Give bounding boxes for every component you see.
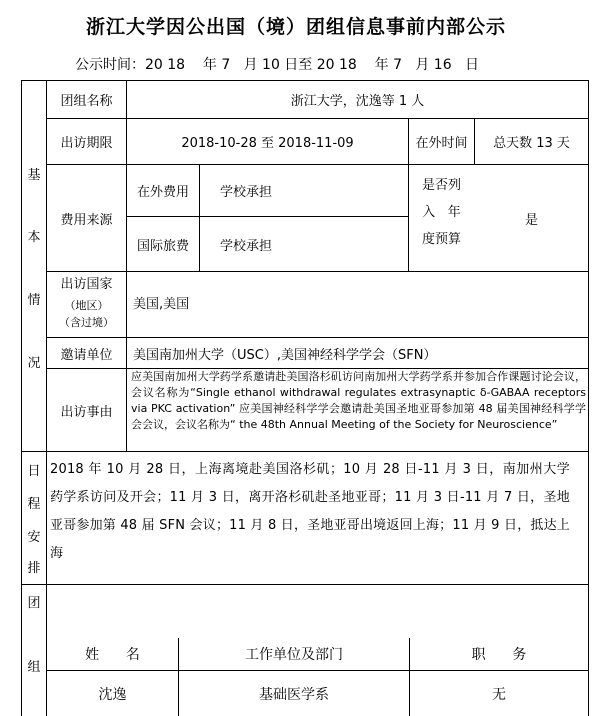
- country-label: [47, 276, 126, 331]
- country-label-region: （地区）: [64, 299, 109, 312]
- section-basic-char: 本: [27, 230, 41, 245]
- section-schedule-char: 日: [27, 464, 41, 479]
- section-group-char: 团: [27, 596, 41, 611]
- funding-label: 费用来源: [60, 212, 113, 228]
- section-group-char: 组: [27, 660, 41, 675]
- budget-question-line: 是否列: [421, 178, 461, 193]
- member-header-name: 姓 名: [85, 647, 140, 663]
- section-basic-char: 况: [27, 356, 41, 371]
- member-header-unit: 工作单位及部门: [245, 647, 343, 663]
- section-basic-char: 情: [27, 293, 41, 308]
- abroad-fee-value: 学校承担: [220, 185, 273, 200]
- travel-fee-value: 学校承担: [220, 238, 273, 254]
- country-label-transit: （含过境）: [59, 316, 114, 329]
- budget-value: 是: [524, 212, 538, 228]
- inviter-value: 美国南加州大学（USC）,美国神经科学学会（SFN）: [133, 347, 437, 363]
- reason-label: 出访事由: [60, 404, 113, 420]
- table-border-left: [21, 80, 22, 716]
- table-border-right: [588, 80, 589, 716]
- member-cell-title: 无: [492, 686, 506, 703]
- section-schedule-char: 程: [27, 497, 41, 512]
- abroad-fee-label: 在外费用: [136, 185, 189, 200]
- section-schedule-char: 排: [27, 561, 41, 576]
- group-name-label: 团组名称: [60, 94, 113, 109]
- member-cell-name: 沈逸: [98, 686, 127, 703]
- row-divider: [21, 584, 589, 585]
- budget-question-line: 度预算: [421, 232, 461, 247]
- visit-period-value: 2018-10-28 至 2018-11-09: [181, 136, 354, 151]
- member-header-title: 职 务: [471, 647, 527, 663]
- inviter-label: 邀请单位: [60, 347, 113, 363]
- col-divider: [46, 451, 47, 584]
- page-title: 浙江大学因公出国（境）团组信息事前内部公示: [85, 16, 506, 38]
- total-days-value: 总天数 13 天: [493, 136, 570, 151]
- schedule-text: 2018 年 10 月 28 日，上海离境赴美国洛杉矶；10 月 28 日-11 月 3 日，南加州大学药学系访问及开会；11 月 3 日，离开洛杉矶赴圣地亚哥；11 月 3 日-11 月 7 日，圣地亚哥参加第 48 届 SFN 会议；11 月 8 日，圣地亚哥出境返回上海；11 月 9 日，抵达上海: [50, 462, 570, 561]
- col-divider: [199, 164, 200, 271]
- member-cell-unit: 基础医学系: [259, 686, 329, 703]
- section-basic-char: 基: [27, 168, 41, 183]
- budget-question: [409, 172, 474, 253]
- row-divider: [21, 451, 589, 452]
- budget-question-line: 入 年: [422, 205, 461, 220]
- country-value: 美国,美国: [133, 297, 190, 312]
- abroad-time-label: 在外时间: [415, 136, 468, 151]
- country-label-main: 出访国家: [60, 277, 113, 292]
- travel-fee-label: 国际旅费: [136, 238, 189, 254]
- publish-period: 公示时间：20 18 年 7 月 10 日至 20 18 年 7 月 16 日: [75, 57, 479, 73]
- section-schedule-char: 安: [27, 530, 41, 545]
- visit-period-label: 出访期限: [60, 136, 113, 151]
- reason-value: 应美国南加州大学药学系邀请赴美国洛杉矶访问南加州大学药学系并参加合作课题讨论会议，会议名称为“Single ethanol withdrawal regulates extrasynaptic δ-GABAA receptors via PKC activation” 应美国神经科学学会邀请赴美国圣地亚哥参加第 48 届美国神经科学学会会议，会议名称为“ the 48th Annual Meeting of the Society for Neuroscience”: [131, 370, 586, 431]
- group-name-value: 浙江大学，沈逸等 1 人: [290, 94, 425, 109]
